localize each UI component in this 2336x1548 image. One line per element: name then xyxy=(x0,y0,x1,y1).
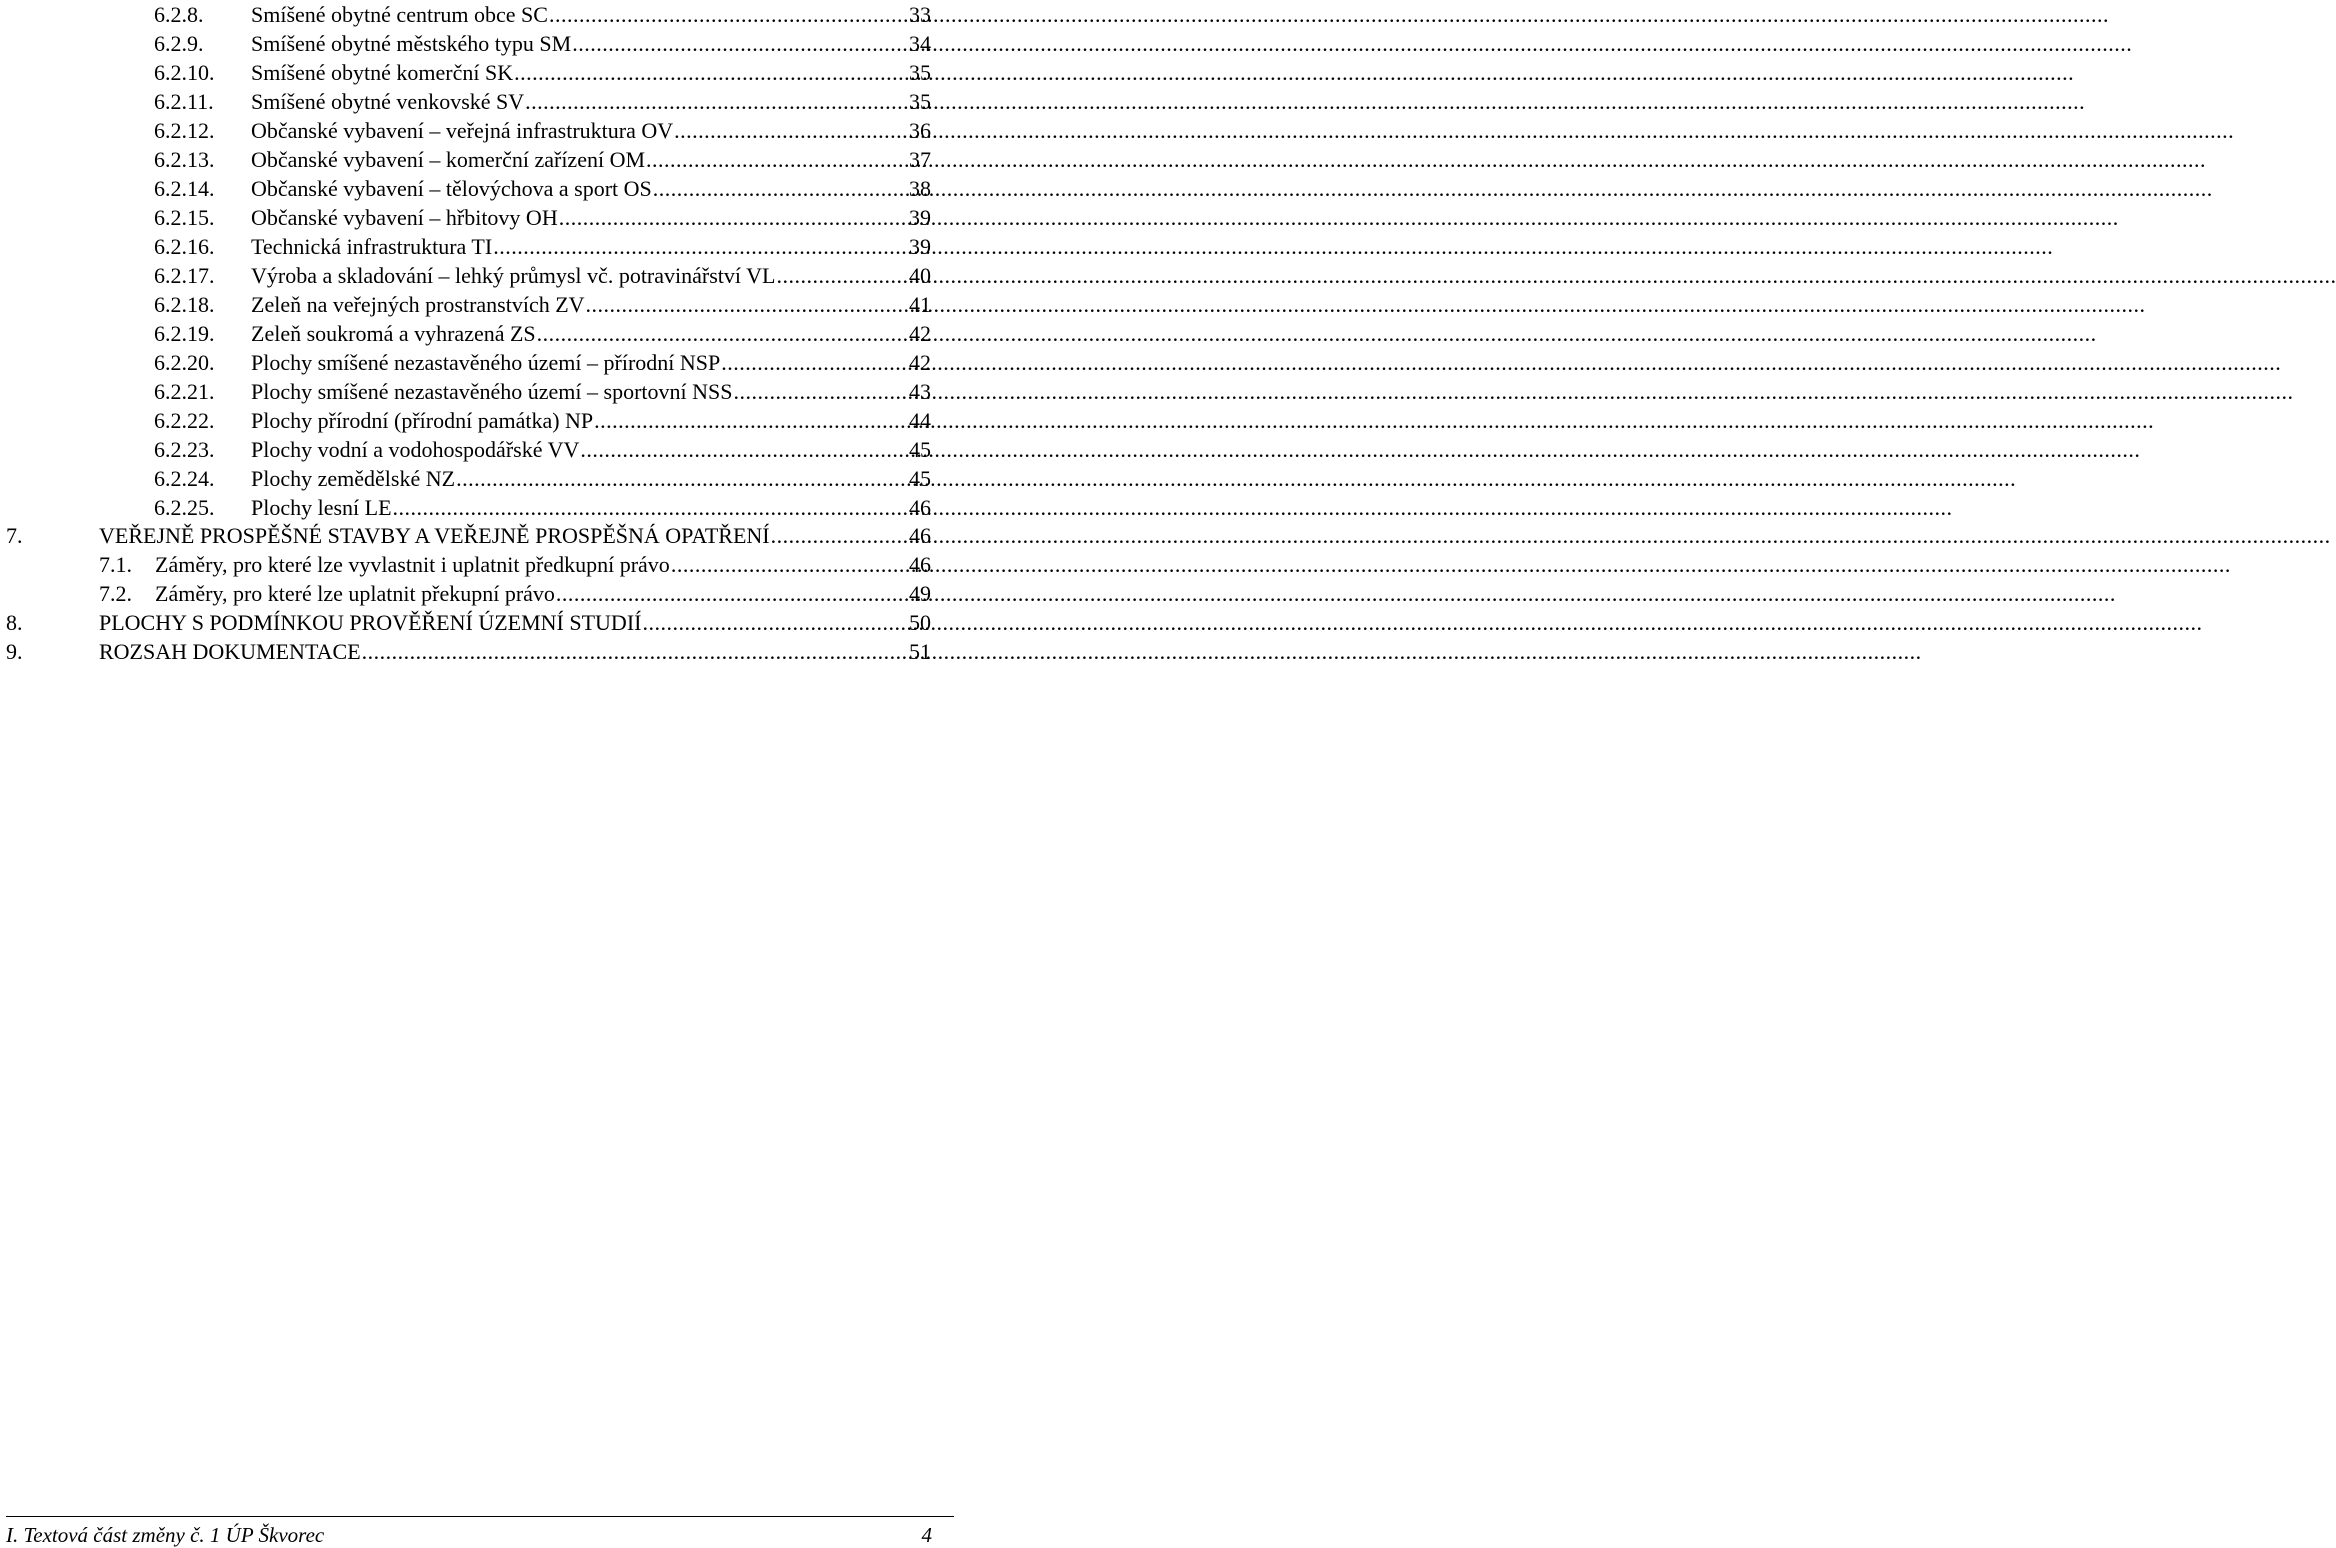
toc-entry-7-1[interactable] xyxy=(99,550,931,579)
toc-entry-number: 6.2.10. xyxy=(154,60,215,85)
toc-entry-number: 6.2.20. xyxy=(154,350,215,375)
dot-leader xyxy=(586,290,895,319)
toc-entry-title: PLOCHY S PODMÍNKOU PROVĚŘENÍ ÚZEMNÍ STUDIÍ xyxy=(99,610,642,635)
toc-entry-6-2-22[interactable] xyxy=(154,406,931,435)
toc-entry-title: Plochy lesní LE xyxy=(251,495,392,520)
toc-entry-page: 42 xyxy=(909,350,931,375)
toc-entry-page: 51 xyxy=(909,639,931,664)
toc-entry-page: 35 xyxy=(909,89,931,114)
dot-leader xyxy=(674,116,895,145)
toc-entry-number: 7. xyxy=(6,523,23,548)
toc-entry-6-2-12[interactable] xyxy=(154,116,931,145)
dot-leader xyxy=(537,319,895,348)
toc-entry-title: Smíšené obytné komerční SK xyxy=(251,60,514,85)
footer-page-number: 4 xyxy=(921,1523,932,1547)
dot-leader xyxy=(771,521,895,550)
toc-entry-page: 50 xyxy=(909,610,931,635)
footer-divider xyxy=(6,1516,954,1517)
dot-leader xyxy=(653,174,895,203)
toc-entry-number: 6.2.16. xyxy=(154,234,215,259)
toc-entry-title: Smíšené obytné centrum obce SC xyxy=(251,2,548,27)
toc-entry-title: Výroba a skladování – lehký průmysl vč. potravinářství VL xyxy=(251,263,776,288)
toc-entry-7-2[interactable] xyxy=(99,579,931,608)
toc-entry-6-2-11[interactable] xyxy=(154,87,931,116)
toc-entry-title: Zeleň na veřejných prostranstvích ZV xyxy=(251,292,585,317)
toc-entry-title: Občanské vybavení – tělovýchova a sport OS xyxy=(251,176,652,201)
toc-entry-number: 9. xyxy=(6,639,23,664)
toc-entry-6-2-21[interactable] xyxy=(154,377,931,406)
toc-entry-number: 6.2.11. xyxy=(154,89,214,114)
toc-entry-title: Technická infrastruktura TI xyxy=(251,234,493,259)
toc-entry-number: 6.2.9. xyxy=(154,31,204,56)
toc-entry-6-2-15[interactable] xyxy=(154,203,931,232)
dot-leader xyxy=(721,348,895,377)
dot-leader xyxy=(580,435,895,464)
dot-leader xyxy=(514,58,895,87)
footer-document-title: I. Textová část změny č. 1 ÚP Škvorec xyxy=(6,1523,325,1547)
toc-entry-title: Smíšené obytné venkovské SV xyxy=(251,89,525,114)
toc-entry-page: 35 xyxy=(909,60,931,85)
toc-entry-6-2-20[interactable] xyxy=(154,348,931,377)
dot-leader xyxy=(493,232,895,261)
toc-entry-page: 43 xyxy=(909,379,931,404)
toc-entry-number: 6.2.14. xyxy=(154,176,215,201)
toc-entry-6-2-8[interactable] xyxy=(154,0,931,29)
dot-leader xyxy=(362,637,895,666)
dot-leader xyxy=(393,493,895,522)
toc-entry-6-2-17[interactable] xyxy=(154,261,931,290)
toc-entry-title: Smíšené obytné městského typu SM xyxy=(251,31,572,56)
toc-entry-number: 6.2.15. xyxy=(154,205,215,230)
dot-leader xyxy=(549,0,895,29)
dot-leader xyxy=(671,550,895,579)
toc-entry-number: 6.2.18. xyxy=(154,292,215,317)
dot-leader xyxy=(559,203,895,232)
toc-entry-number: 6.2.24. xyxy=(154,466,215,491)
toc-entry-number: 7.1. xyxy=(99,552,132,577)
dot-leader xyxy=(646,145,895,174)
toc-entry-6-2-25[interactable] xyxy=(154,493,931,522)
toc-entry-title: Plochy smíšené nezastavěného území – přírodní NSP xyxy=(251,350,721,375)
toc-entry-title: Zeleň soukromá a vyhrazená ZS xyxy=(251,321,536,346)
toc-entry-6-2-14[interactable] xyxy=(154,174,931,203)
toc-entry-page: 33 xyxy=(909,2,931,27)
toc-entry-page: 46 xyxy=(909,552,931,577)
toc-entry-page: 36 xyxy=(909,118,931,143)
toc-entry-page: 39 xyxy=(909,234,931,259)
toc-entry-6-2-18[interactable] xyxy=(154,290,931,319)
toc-entry-page: 34 xyxy=(909,31,931,56)
toc-entry-title: Plochy vodní a vodohospodářské VV xyxy=(251,437,580,462)
toc-entry-number: 6.2.22. xyxy=(154,408,215,433)
dot-leader xyxy=(733,377,895,406)
dot-leader xyxy=(456,464,895,493)
toc-entry-number: 6.2.25. xyxy=(154,495,215,520)
toc-entry-page: 45 xyxy=(909,437,931,462)
toc-entry-9[interactable] xyxy=(6,637,931,666)
toc-entry-page: 42 xyxy=(909,321,931,346)
toc-entry-6-2-16[interactable] xyxy=(154,232,931,261)
toc-entry-page: 46 xyxy=(909,495,931,520)
toc-entry-page: 49 xyxy=(909,581,931,606)
toc-entry-6-2-13[interactable] xyxy=(154,145,931,174)
toc-entry-number: 6.2.12. xyxy=(154,118,215,143)
toc-entry-number: 6.2.17. xyxy=(154,263,215,288)
toc-entry-number: 6.2.23. xyxy=(154,437,215,462)
toc-entry-title: Záměry, pro které lze vyvlastnit i uplatnit předkupní právo xyxy=(155,552,670,577)
toc-entry-8[interactable] xyxy=(6,608,931,637)
toc-entry-page: 41 xyxy=(909,292,931,317)
toc-entry-title: Plochy přírodní (přírodní památka) NP xyxy=(251,408,594,433)
toc-entry-page: 46 xyxy=(909,523,931,548)
toc-entry-title: Záměry, pro které lze uplatnit překupní právo xyxy=(155,581,555,606)
toc-entry-title: Občanské vybavení – hřbitovy OH xyxy=(251,205,558,230)
toc-entry-page: 39 xyxy=(909,205,931,230)
toc-entry-number: 6.2.8. xyxy=(154,2,204,27)
dot-leader xyxy=(642,608,895,637)
dot-leader xyxy=(776,261,895,290)
toc-entry-title: Občanské vybavení – komerční zařízení OM xyxy=(251,147,646,172)
toc-entry-page: 38 xyxy=(909,176,931,201)
dot-leader xyxy=(594,406,895,435)
toc-entry-title: Plochy smíšené nezastavěného území – sportovní NSS xyxy=(251,379,733,404)
toc-entry-number: 8. xyxy=(6,610,23,635)
toc-entry-number: 6.2.19. xyxy=(154,321,215,346)
toc-entry-6-2-23[interactable] xyxy=(154,435,931,464)
toc-entry-6-2-24[interactable] xyxy=(154,464,931,493)
dot-leader xyxy=(525,87,895,116)
toc-entry-page: 45 xyxy=(909,466,931,491)
toc-entry-title: Plochy zemědělské NZ xyxy=(251,466,456,491)
toc-entry-6-2-9[interactable] xyxy=(154,29,931,58)
toc-entry-page: 40 xyxy=(909,263,931,288)
dot-leader xyxy=(572,29,895,58)
toc-entry-number: 7.2. xyxy=(99,581,132,606)
toc-entry-title: ROZSAH DOKUMENTACE xyxy=(99,639,361,664)
toc-entry-title: VEŘEJNĚ PROSPĚŠNÉ STAVBY A VEŘEJNĚ PROSPĚŠNÁ OPATŘENÍ xyxy=(99,523,770,548)
toc-entry-6-2-19[interactable] xyxy=(154,319,931,348)
toc-entry-page: 44 xyxy=(909,408,931,433)
toc-entry-title: Občanské vybavení – veřejná infrastruktura OV xyxy=(251,118,674,143)
toc-entry-page: 37 xyxy=(909,147,931,172)
toc-entry-6-2-10[interactable] xyxy=(154,58,931,87)
dot-leader xyxy=(556,579,895,608)
toc-entry-number: 6.2.13. xyxy=(154,147,215,172)
toc-entry-number: 6.2.21. xyxy=(154,379,215,404)
toc-entry-7[interactable] xyxy=(6,521,931,550)
